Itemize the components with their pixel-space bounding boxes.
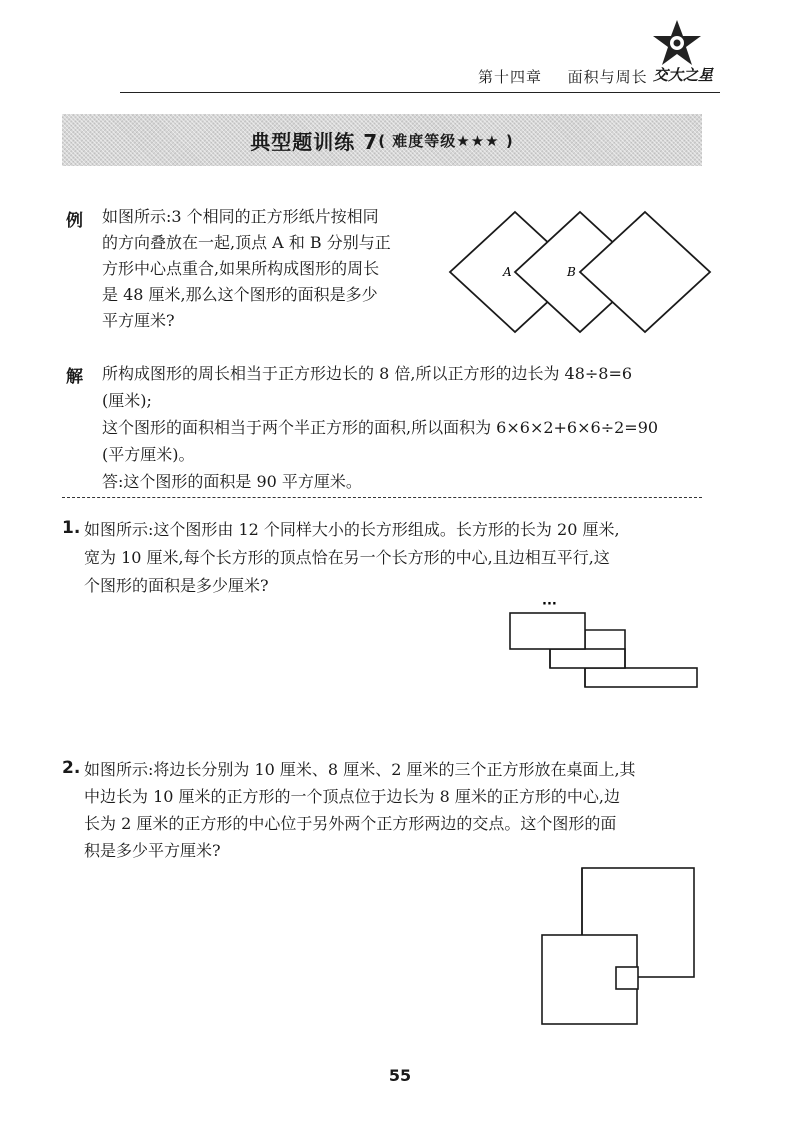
problem-2-number: 2. — [62, 758, 81, 778]
solution-line: (厘米); — [102, 391, 152, 410]
square-2cm — [616, 967, 638, 989]
problem-1-line: 宽为 10 厘米,每个长方形的顶点恰在另一个长方形的中心,且边相互平行,这 — [84, 548, 610, 567]
point-a-label: A — [503, 265, 512, 279]
page-number: 55 — [388, 1066, 412, 1085]
problem-2-text — [84, 756, 636, 864]
point-b-label: B — [567, 265, 576, 279]
solution-line: 这个图形的面积相当于两个半正方形的面积,所以面积为 6×6×2+6×6÷2=90 — [102, 418, 659, 437]
problem-2-line: 中边长为 10 厘米的正方形的一个顶点位于边长为 8 厘米的正方形的中心,边 — [84, 787, 620, 806]
rectangle-1 — [510, 613, 585, 649]
problem-1-line: 如图所示:这个图形由 12 个同样大小的长方形组成。长方形的长为 20 厘米, — [84, 520, 620, 539]
example-line: 方形中心点重合,如果所构成图形的周长 — [102, 259, 380, 278]
solution-label: 解 — [66, 367, 83, 387]
chapter-heading — [478, 66, 648, 87]
problem-1-number: 1. — [62, 518, 81, 538]
title-banner — [62, 114, 702, 166]
problem-1-text — [84, 516, 620, 600]
problem-1-figure — [505, 598, 715, 698]
problem-2-line: 如图所示:将边长分别为 10 厘米、8 厘米、2 厘米的三个正方形放在桌面上,其 — [84, 760, 636, 779]
example-text — [102, 204, 391, 334]
solution-line: (平方厘米)。 — [102, 445, 195, 464]
example-line: 是 48 厘米,那么这个图形的面积是多少 — [102, 285, 378, 304]
example-figure — [440, 200, 760, 340]
problem-2-line: 积是多少平方厘米? — [84, 841, 221, 860]
chapter-number: 第十四章 — [478, 68, 543, 86]
problem-1-line: 个图形的面积是多少厘米? — [84, 576, 269, 595]
example-line: 平方厘米? — [102, 311, 175, 330]
example-line: 的方向叠放在一起,顶点 A 和 B 分别与正 — [102, 233, 391, 252]
solution-line: 答:这个图形的面积是 90 平方厘米。 — [102, 472, 362, 491]
problem-2-figure — [535, 866, 705, 1031]
header-rule — [120, 92, 720, 93]
example-line: 如图所示:3 个相同的正方形纸片按相同 — [102, 207, 379, 226]
rectangle-2 — [585, 630, 625, 649]
chapter-title: 面积与周长 — [567, 68, 648, 86]
difficulty-rating: ( 难度等级★★★ ) — [378, 131, 514, 150]
solution-text — [102, 360, 658, 495]
banner-title: 典型题训练 7 — [250, 129, 379, 154]
brand-name: 交大之星 — [653, 66, 714, 84]
star-logo-icon — [650, 18, 704, 70]
continuation-ellipsis: ··· — [542, 597, 557, 612]
section-divider — [62, 497, 702, 498]
example-label: 例 — [66, 211, 83, 231]
solution-line: 所构成图形的周长相当于正方形边长的 8 倍,所以正方形的边长为 48÷8=6 — [102, 364, 633, 383]
rectangle-3 — [550, 649, 625, 668]
rectangle-4 — [585, 668, 697, 687]
problem-2-line: 长为 2 厘米的正方形的中心位于另外两个正方形两边的交点。这个图形的面 — [84, 814, 617, 833]
